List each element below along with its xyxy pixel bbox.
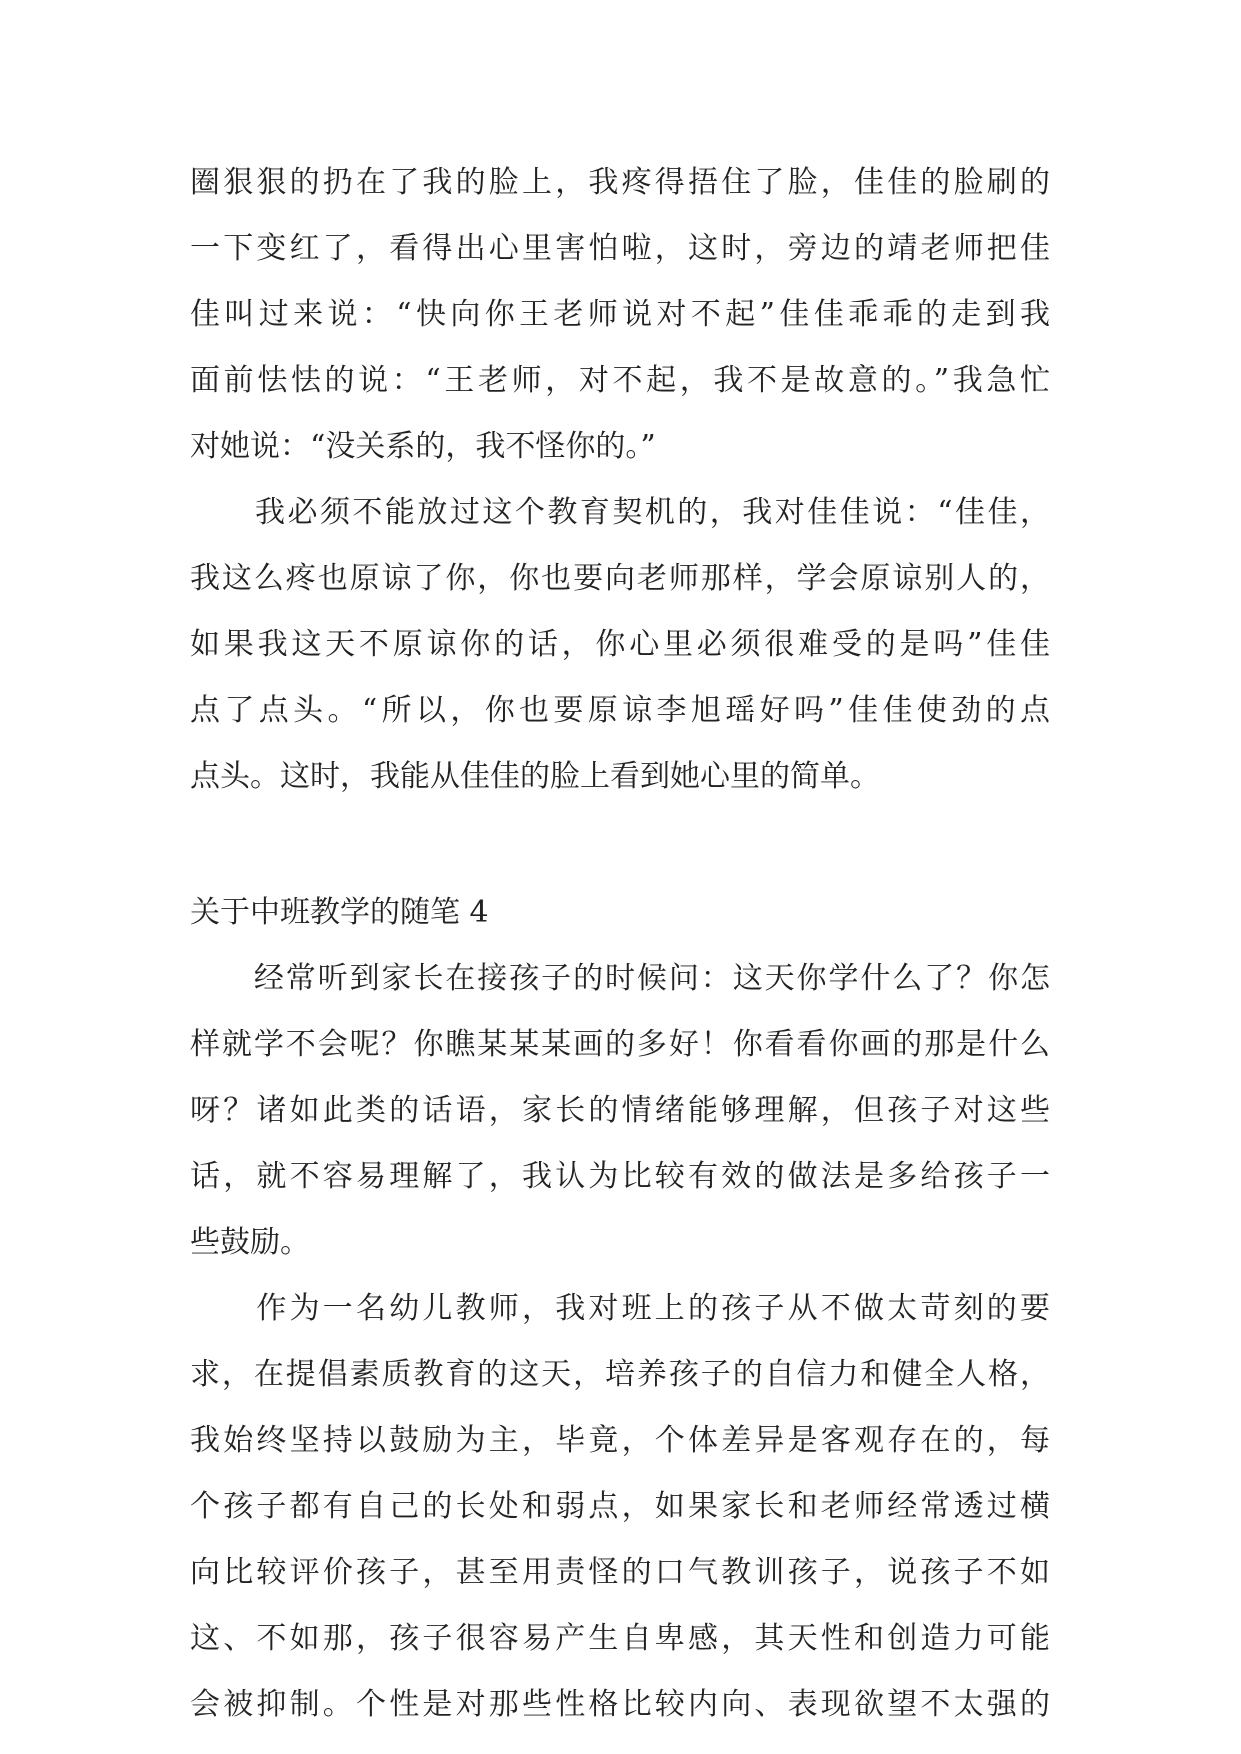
text-line: 如果我这天不原谅你的话，你心里必须很难受的是吗”佳佳 xyxy=(190,627,1050,662)
text-line: 会被抑制。个性是对那些性格比较内向、表现欲望不太强的 xyxy=(190,1687,1050,1722)
text-line: 我始终坚持以鼓励为主，毕竟，个体差异是客观存在的，每 xyxy=(190,1423,1050,1458)
text-line: 这、不如那，孩子很容易产生自卑感，其天性和创造力可能 xyxy=(190,1621,1050,1656)
text-line: 话，就不容易理解了，我认为比较有效的做法是多给孩子一 xyxy=(190,1159,1050,1194)
text-line: 个孩子都有自己的长处和弱点，如果家长和老师经常透过横 xyxy=(190,1489,1050,1524)
text-line: 向比较评价孩子，甚至用责怪的口气教训孩子，说孩子不如 xyxy=(190,1555,1050,1590)
text-line: 经常听到家长在接孩子的时候问：这天你学什么了？你怎 xyxy=(190,961,1050,996)
text-line: 点头。这时，我能从佳佳的脸上看到她心里的简单。 xyxy=(190,759,880,794)
section-heading xyxy=(190,880,1050,946)
text-line: 样就学不会呢？你瞧某某某画的多好！你看看你画的那是什么 xyxy=(190,1027,1050,1062)
text-line: 我这么疼也原谅了你，你也要向老师那样，学会原谅别人的， xyxy=(190,561,1050,596)
text-line: 面前怯怯的说：“王老师，对不起，我不是故意的。”我急忙 xyxy=(190,363,1050,398)
text-line: 一下变红了，看得出心里害怕啦，这时，旁边的靖老师把佳 xyxy=(190,231,1050,266)
text-line: 求，在提倡素质教育的这天，培养孩子的自信力和健全人格， xyxy=(190,1357,1050,1392)
text-line: 对她说：“没关系的，我不怪你的。” xyxy=(190,429,656,464)
paragraph-2 xyxy=(190,480,1050,810)
text-line: 作为一名幼儿教师，我对班上的孩子从不做太苛刻的要 xyxy=(190,1291,1050,1326)
text-line: 呀？诸如此类的话语，家长的情绪能够理解，但孩子对这些 xyxy=(190,1093,1050,1128)
text-line: 些鼓励。 xyxy=(190,1225,310,1260)
text-line: 圈狠狠的扔在了我的脸上，我疼得捂住了脸，佳佳的脸刷的 xyxy=(190,165,1050,200)
paragraph-1 xyxy=(190,150,1050,480)
paragraph-3 xyxy=(190,946,1050,1276)
text-line: 佳叫过来说：“快向你王老师说对不起”佳佳乖乖的走到我 xyxy=(190,297,1050,332)
heading-text: 关于中班教学的随笔 4 xyxy=(190,895,489,930)
text-line: 我必须不能放过这个教育契机的，我对佳佳说：“佳佳， xyxy=(190,495,1050,530)
paragraph-4 xyxy=(190,1276,1050,1738)
text-line: 点了点头。“所以，你也要原谅李旭瑶好吗”佳佳使劲的点 xyxy=(190,693,1050,728)
